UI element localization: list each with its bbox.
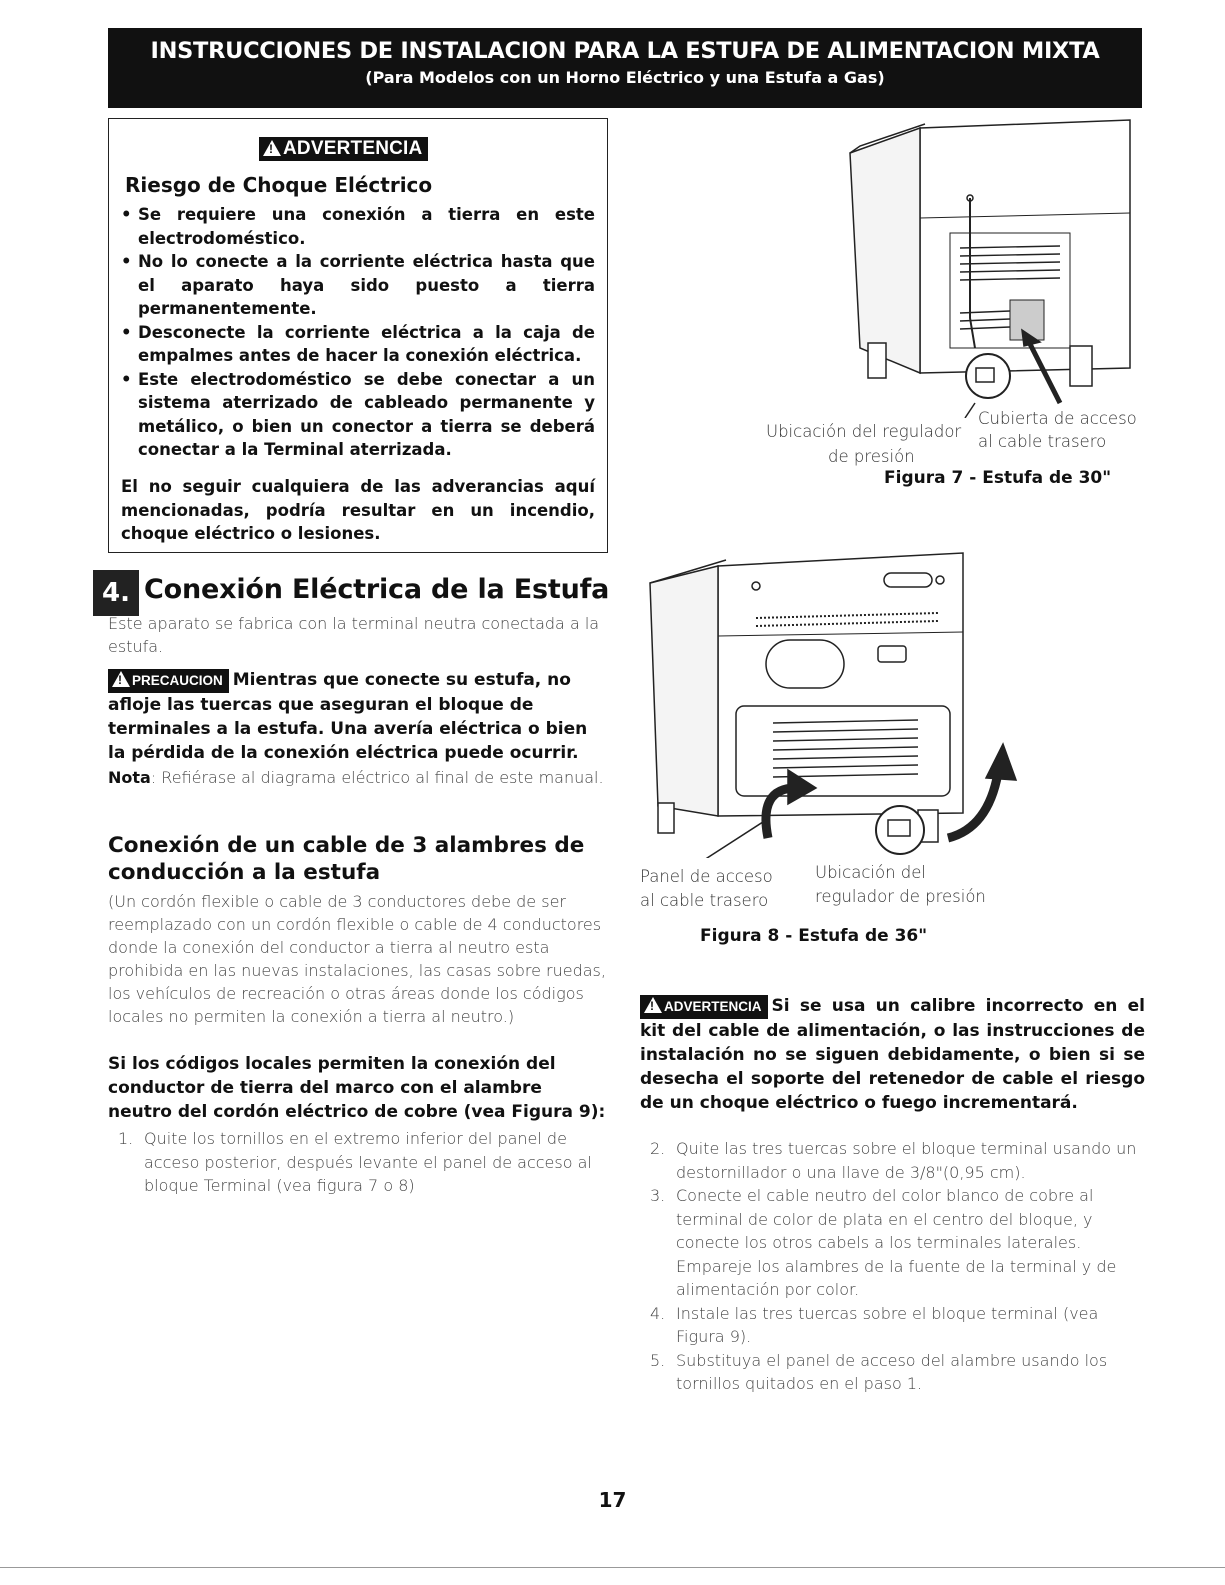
subsection-title: Conexión de un cable de 3 alambres de conducción a la estufa — [108, 833, 585, 885]
warning-item: • Este electrodoméstico se debe conectar a un sistema aterrizado de cableado permanente y metálico, o bien un conector a tierra se deberá conectar a la Terminal aterrizada. — [121, 368, 595, 462]
fig7-cover-label-2: al cable trasero — [978, 432, 1107, 451]
warning-title: Riesgo de Choque Eléctrico — [125, 173, 433, 197]
subsection-text: (Un cordón flexible o cable de 3 conductores debe de ser reemplazado con un cordón flexible o cable de 4 conductores donde la conexión del conductor a tierra al neutro esta prohibida en las nuevas instalaciones, las casas sobre ruedas, los vehículos de recreación o otras áreas donde los códigos locales no permiten la conexión a tierra al neutro.) — [108, 892, 606, 1026]
warning-badge-2 — [640, 995, 768, 1019]
section-number: 4. — [93, 570, 139, 616]
fig8-panel-label: Panel de acceso — [640, 867, 773, 886]
caution-badge-label: PRECAUCION — [132, 673, 223, 688]
warning-list — [121, 203, 595, 462]
fig7-regulator-label-2: de presión — [828, 447, 915, 466]
step-item: 1. Quite los tornillos en el extremo inferior del panel de acceso posterior, después levante el panel de acceso al bloque Terminal (vea figura 7 o 8) — [118, 1129, 592, 1195]
warning-box — [108, 118, 608, 553]
fig8-regulator-label-2: regulador de presión — [815, 887, 986, 906]
warning-triangle-icon: ! — [263, 140, 281, 156]
page-number: 17 — [598, 1488, 627, 1512]
warning-badge — [259, 137, 428, 161]
fig8-caption: Figura 8 - Estufa de 36" — [700, 926, 928, 946]
warning-item: • Se requiere una conexión a tierra en este electrodoméstico. — [121, 203, 595, 250]
note-text: : Refiérase al diagrama eléctrico al final de este manual. — [150, 768, 604, 787]
warning-footer: El no seguir cualquiera de las adverancias aquí mencionadas, podría resultar en un incendio, choque eléctrico o lesiones. — [121, 477, 595, 543]
header-title: INSTRUCCIONES DE INSTALACION PARA LA ESTUFA DE ALIMENTACION MIXTA — [150, 38, 1100, 64]
step-item: 3. Conecte el cable neutro del color blanco de cobre al terminal de color de plata en el centro del bloque, y conecte los otros cabels a los terminales laterales. Empareje los alambres de la fuente de la terminal y de alimentación por color. — [650, 1186, 1117, 1299]
figure-7 — [760, 118, 1160, 498]
fig8-panel-label-2: al cable trasero — [640, 891, 769, 910]
range-30-rear-illustration — [760, 118, 1160, 418]
fig7-caption: Figura 7 - Estufa de 30" — [884, 468, 1112, 488]
caution-text: Mientras que conecte su estufa, no afloje las tuercas que aseguran el bloque de terminales a la estufa. Una avería eléctrica o bien la pérdida de la conexión eléctrica puede ocurrir. — [108, 670, 588, 763]
caution-badge — [108, 669, 229, 693]
note-paragraph — [108, 766, 608, 789]
warning-item: • Desconecte la corriente eléctrica a la caja de empalmes antes de hacer la conexión eléctrica. — [121, 321, 595, 368]
warning-triangle-icon: ! — [644, 997, 662, 1013]
step-item: 5. Substituya el panel de acceso del alambre usando los tornillos quitados en el paso 1. — [650, 1350, 1108, 1393]
codes-paragraph: Si los códigos locales permiten la conexión del conductor de tierra del marco con el alambre neutro del cordón eléctrico de cobre (vea Figura 9): — [108, 1054, 606, 1122]
warning-paragraph-2 — [640, 994, 1145, 1115]
page-header — [108, 28, 1142, 108]
note-label: Nota — [108, 768, 151, 787]
warning-badge-2-label: ADVERTENCIA — [664, 999, 762, 1014]
figure-8 — [638, 548, 1058, 948]
section-intro: Este aparato se fabrica con la terminal neutra conectada a la estufa. — [108, 614, 600, 656]
warning-badge-label: ADVERTENCIA — [283, 138, 423, 159]
warning-2-text: Si se usa un calibre incorrecto en el kit del cable de alimentación, o las instrucciones de instalación no se siguen debidamente, o bien si se desecha el soporte del retenedor de cable el riesgo de un choque eléctrico o fuego incrementará. — [640, 996, 1145, 1113]
header-subtitle: (Para Modelos con un Horno Eléctrico y una Estufa a Gas) — [365, 68, 885, 87]
warning-item: • No lo conecte a la corriente eléctrica hasta que el aparato haya sido puesto a tierra permanentemente. — [121, 250, 595, 321]
fig7-cover-label: Cubierta de acceso — [978, 409, 1137, 428]
step-item: 4. Instale las tres tuercas sobre el bloque terminal (vea Figura 9). — [650, 1303, 1099, 1346]
warning-triangle-icon: ! — [112, 671, 130, 687]
section-title: Conexión Eléctrica de la Estufa — [144, 574, 610, 605]
fig8-regulator-label: Ubicación del — [815, 863, 926, 882]
step-item: 2. Quite las tres tuercas sobre el bloque terminal usando un destornillador o una llave de 3/8"(0,95 cm). — [650, 1139, 1137, 1182]
bottom-divider — [0, 1567, 1225, 1568]
steps-list-right — [640, 1137, 1145, 1396]
steps-list-left — [108, 1127, 610, 1198]
fig7-regulator-label: Ubicación del regulador — [766, 422, 962, 441]
caution-paragraph — [108, 668, 608, 765]
range-36-rear-illustration — [638, 548, 1058, 858]
